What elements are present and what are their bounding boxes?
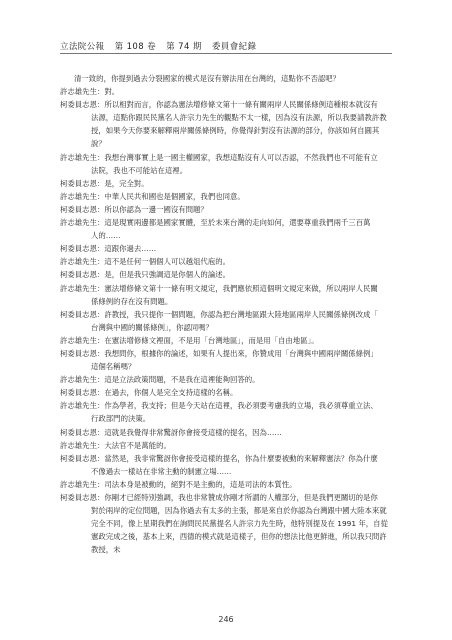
transcript-paragraph [60,439,394,452]
transcript-paragraph [60,85,394,98]
continuation-text: 係條例的存在沒有問題。 [91,296,173,306]
transcript-paragraph [60,347,394,373]
speaker-line: 許志雄先生：司法本身是被動的，絕對不是主動的，這是司法的本質性。 [60,479,297,489]
transcript-paragraph [60,399,394,425]
speaker-line: 柯委員志恩：你剛才已經特別強調，我也非常贊成你剛才所謂的人權部分，但是我們更關切的是你 [60,493,378,502]
speaker-line: 許志雄先生：這是立法政策問題，不是我在這裡能夠回答的。 [60,375,260,385]
transcript-paragraph [60,491,394,556]
speaker-line: 柯委員志恩：這就是我覺得非常驚訝你會接受這樣的提名，因為…… [60,427,282,437]
continuation-text: 這個名稱嗎？ [91,362,136,372]
speaker-line: 柯委員志恩：是，但是我只強調這是你個人的論述。 [60,270,230,280]
header-divider [60,53,392,54]
transcript-paragraph [60,177,394,190]
speaker-line: 柯委員志恩：在過去，你個人是完全支持這樣的名稱。 [60,388,238,398]
transcript-paragraph [60,255,394,268]
publication-name: 立法院公報 [60,42,105,52]
section-name: 委員會紀錄 [211,42,257,52]
transcript-paragraph [60,203,394,216]
page-header [60,40,263,52]
transcript-paragraph [60,242,394,255]
transcript-paragraph [60,452,394,478]
transcript-paragraph [60,268,394,281]
speaker-line: 清一致的，你提到過去分裂國家的模式是沒有辦法用在台灣的，這點你不否認吧？ [74,74,341,83]
speaker-line: 許志雄先生：我想台灣事實上是一國主權國家，我想這點沒有人可以否認，不然我們也不可能有立 [60,152,378,162]
speaker-line: 柯委員志恩：許教授，我只提你一個問題，你認為把台灣地區跟大陸地區兩岸人民關係條例改成「 [60,309,378,319]
speaker-line: 許志雄先生：這是現實兩邊都是國家實體，至於未來台灣的走向如何，還要尊重我們兩千三百萬 [60,218,371,228]
speaker-line: 許志雄先生：大法官不是萬能的。 [60,440,171,450]
speaker-line: 柯委員志恩：是，完全對。 [60,178,149,188]
continuation-text: 人的…… [91,231,121,241]
speaker-line: 柯委員志恩：這跟你過去…… [60,244,157,254]
transcript-paragraph [60,151,394,177]
transcript-paragraph [60,426,394,439]
transcript-paragraph [60,373,394,386]
volume-number: 第 108 卷 [114,42,157,52]
speaker-line: 柯委員志恩：所以你認為一邊一國沒有問題？ [60,204,208,214]
transcript-paragraph [60,308,394,334]
speaker-line: 許志雄先生：作為學者，我支持；但是今天站在這裡，我必須要考慮我的立場，我必須尊重立法、 [60,401,378,411]
transcript-paragraph [60,334,394,347]
continuation-text: 法院，我也不可能站在這裡。 [91,165,188,175]
continuation-text: 對於兩岸的定位問題，因為你過去有太多的主張，都是來自於你認為台灣跟中國大陸本來就完全不同，像上星期我們在詢問民民黨提名人許宗力先生時，他特別提及在 1991 年，自從憲政完成之後，基本上來，西德的模式就是這樣子，但你的想法比他更鮮進，所以我只問許教授，未 [91,506,388,555]
transcript-paragraph [60,282,394,308]
continuation-text: 不像過去一樣站在非常主動的制憲立場…… [91,466,232,476]
transcript-paragraph [60,478,394,491]
speaker-line: 許志雄先生：憲法增修條文第十一條有明文規定，我們應依照這個明文規定來做，所以兩岸人民關 [60,283,378,293]
speaker-line: 柯委員志恩：我想問你，根據你的論述，如果有人提出來，你贊成用「台灣與中國兩岸關係條例」 [60,348,378,358]
transcript-paragraph [60,72,394,85]
speaker-line: 許志雄先生：對。 [60,87,120,97]
transcript-paragraph [60,98,394,150]
transcript-paragraph [60,190,394,203]
speaker-line: 柯委員志恩：當然是，我非常驚訝你會接受這樣的提名，你為什麼要被動的來解釋憲法？你為什麼 [60,453,378,463]
transcript-body [60,72,394,556]
transcript-paragraph [60,216,394,242]
continuation-text: 法源，這點你跟民民黨名人許宗力先生的觀點不太一樣，因為沒有法源，所以我要請教許教授，如果今天你要來解釋兩岸關係條例時，你覺得針對沒有法源的部分，你該如何自圓其說？ [91,113,387,149]
continuation-text: 台灣與中國的關係條例」，你認同嗎？ [91,322,213,332]
transcript-paragraph [60,386,394,399]
speaker-line: 柯委員志恩：所以相對而言，你認為憲法增修條文第十一條有關兩岸人民關係條例這種根本就沒有 [60,100,378,110]
page-number: 246 [218,615,234,624]
issue-number: 第 74 期 [166,42,202,52]
continuation-text: 行政部門的決策。 [91,414,151,424]
speaker-line: 許志雄先生：在憲法增修條文裡面，不是用「台灣地區」，而是用「自由地區」。 [60,335,319,345]
speaker-line: 許志雄先生：中華人民共和國也是個國家，我們也同意。 [60,191,245,201]
speaker-line: 許志雄先生：這不是任何一個個人可以越俎代庖的。 [60,257,230,267]
